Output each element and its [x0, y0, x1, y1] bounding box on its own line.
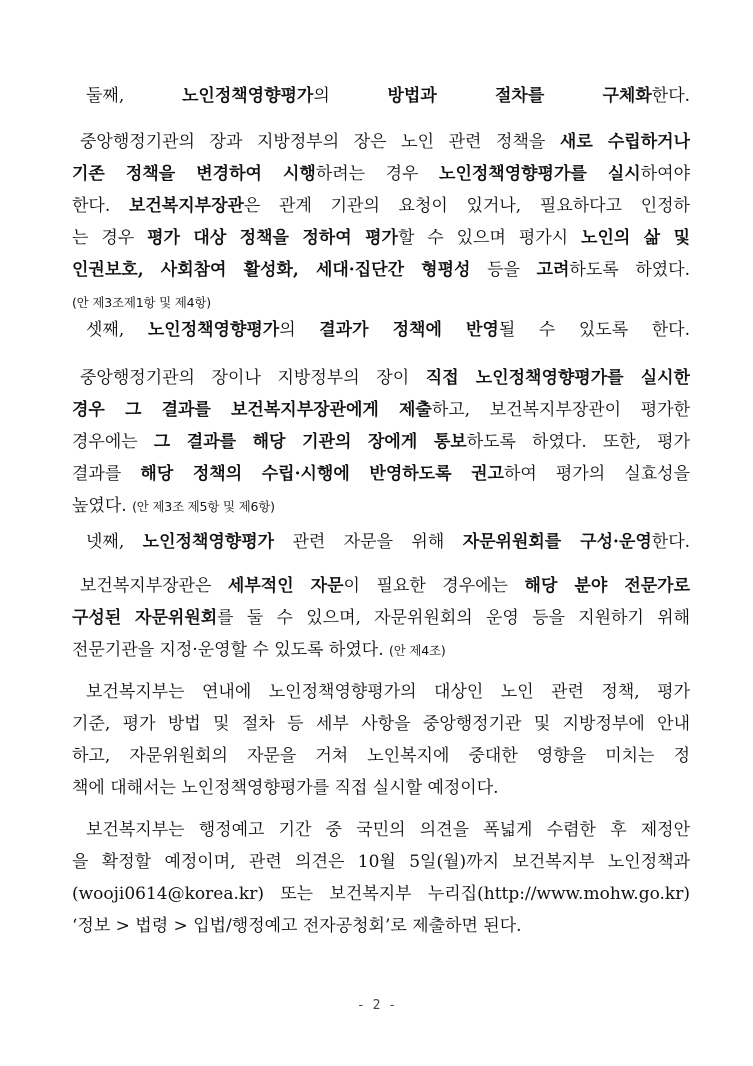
text: 하여야 [640, 164, 690, 184]
bold-text: 해당 정책의 수립·시행에 반영하도록 권고 [140, 464, 504, 484]
bold-text: 노인정책영향평가 [147, 320, 280, 340]
paragraph [72, 676, 690, 804]
text-line [72, 190, 690, 222]
page-number: - 2 - [356, 998, 397, 1013]
paragraph [72, 570, 690, 666]
text: 을 확정할 예정이며, 관련 의견은 10월 5일(월)까지 보건복지부 노인정책과 [72, 852, 690, 872]
text: 보건복지부는 행정예고 기간 중 국민의 의견을 폭넓게 수렴한 후 제정안 [86, 820, 690, 840]
text: 넷째, [86, 532, 143, 552]
text: 둘째, [86, 86, 182, 106]
text: 하여 평가의 실효성을 [503, 464, 690, 484]
text-line [72, 910, 690, 942]
text: 하도록 하였다. [569, 260, 690, 280]
text-line [72, 394, 690, 426]
text: 중앙행정기관의 장이나 지방정부의 장이 [80, 368, 426, 388]
bold-text: 자문위원회를 구성·운영 [462, 532, 652, 552]
text: 는 경우 [72, 228, 148, 248]
bold-text: 인권보호, 사회참여 활성화, 세대·집단간 형평성 [72, 260, 471, 280]
text-line [72, 814, 690, 846]
text: 중앙행정기관의 장과 지방정부의 장은 노인 관련 정책을 [80, 132, 560, 152]
text: 기준, 평가 방법 및 절차 등 세부 사항을 중앙행정기관 및 지방정부에 안내 [72, 714, 690, 734]
bold-text: 그 결과를 해당 기관의 장에게 통보 [153, 432, 467, 452]
text: ‘정보 > 법령 > 입법/행정예고 전자공청회’로 제출하면 된다. [72, 916, 522, 936]
text-line [72, 362, 690, 394]
text-line [72, 634, 690, 666]
text: 하고, 자문위원회의 자문을 거쳐 노인복지에 중대한 영향을 미치는 정 [72, 746, 690, 766]
text: 하고, 보건복지부장관이 평가한 [431, 400, 690, 420]
text-line [72, 846, 690, 878]
paragraph [72, 126, 690, 318]
text: 될 수 있도록 한다. [498, 320, 690, 340]
bold-text: 구성된 자문위원회 [72, 608, 218, 628]
text-line [72, 878, 690, 910]
text: 셋째, [86, 320, 148, 340]
text: 한다. [651, 86, 690, 106]
bold-text: 고려 [536, 260, 570, 280]
text: 하도록 하였다. 또한, 평가 [466, 432, 690, 452]
text: 보건복지부장관은 [80, 576, 228, 596]
text: 높였다. [72, 496, 133, 516]
bold-text: 해당 분야 전문가로 [524, 576, 690, 596]
text: 결과를 [72, 464, 141, 484]
text: 할 수 있으며 평가시 [397, 228, 582, 248]
paragraph [72, 526, 690, 558]
bold-text: 결과가 정책에 반영 [319, 320, 499, 340]
bold-text: 노인정책영향평가 [142, 532, 275, 552]
text-line [72, 158, 690, 190]
text-line [72, 254, 690, 286]
text-line [72, 126, 690, 158]
text-line [72, 740, 690, 772]
paragraph [72, 814, 690, 942]
text-line [72, 772, 690, 804]
text: 이 필요한 경우에는 [343, 576, 525, 596]
text: 관련 자문을 위해 [274, 532, 463, 552]
reference-note: (안 제4조) [389, 643, 446, 658]
bold-text: 경우 그 결과를 보건복지부장관에게 제출 [72, 400, 432, 420]
text: 보건복지부는 연내에 노인정책영향평가의 대상인 노인 관련 정책, 평가 [86, 682, 690, 702]
text: 은 관계 기관의 요청이 있거나, 필요하다고 인정하 [243, 196, 690, 216]
text: (wooji0614@korea.kr) 또는 보건복지부 누리집(http://www.mohw.go.kr) [72, 884, 690, 904]
reference-note: (안 제3조 제5항 및 제6항) [132, 499, 275, 514]
bold-text: 보건복지부장관 [128, 196, 244, 216]
paragraph [72, 362, 690, 522]
bold-text: 노인정책영향평가를 실시 [439, 164, 641, 184]
bold-text: 기존 정책을 변경하여 시행 [72, 164, 316, 184]
bold-text: 직접 노인정책영향평가를 실시한 [425, 368, 690, 388]
text-line [72, 676, 690, 708]
text-line [72, 708, 690, 740]
text-line [72, 314, 690, 346]
text-line [72, 80, 690, 112]
text: 한다. [651, 532, 690, 552]
reference-note: (안 제3조제1항 및 제4항) [72, 295, 211, 310]
text: 하려는 경우 [315, 164, 440, 184]
text-line [72, 490, 690, 522]
text-line [72, 458, 690, 490]
bold-text: 노인의 삶 및 [581, 228, 690, 248]
bold-text: 방법과 절차를 구체화 [387, 86, 652, 106]
text: 등을 [470, 260, 537, 280]
text: 경우에는 [72, 432, 154, 452]
text: 책에 대해서는 노인정책영향평가를 직접 실시할 예정이다. [72, 778, 499, 798]
text-line [72, 602, 690, 634]
bold-text: 노인정책영향평가 [181, 86, 314, 106]
bold-text: 새로 수립하거나 [559, 132, 690, 152]
text-line [72, 426, 690, 458]
bold-text: 평가 대상 정책을 정하여 평가 [147, 228, 398, 248]
text: 의 [279, 320, 320, 340]
text: 한다. [72, 196, 129, 216]
bold-text: 세부적인 자문 [227, 576, 344, 596]
text-line [72, 526, 690, 558]
paragraph [72, 314, 690, 346]
text: 전문기관을 지정·운영할 수 있도록 하였다. [72, 640, 390, 660]
text-line [72, 222, 690, 254]
text: 를 둘 수 있으며, 자문위원회의 운영 등을 지원하기 위해 [217, 608, 690, 628]
text-line [72, 570, 690, 602]
text: 의 [313, 86, 388, 106]
paragraph [72, 80, 690, 112]
